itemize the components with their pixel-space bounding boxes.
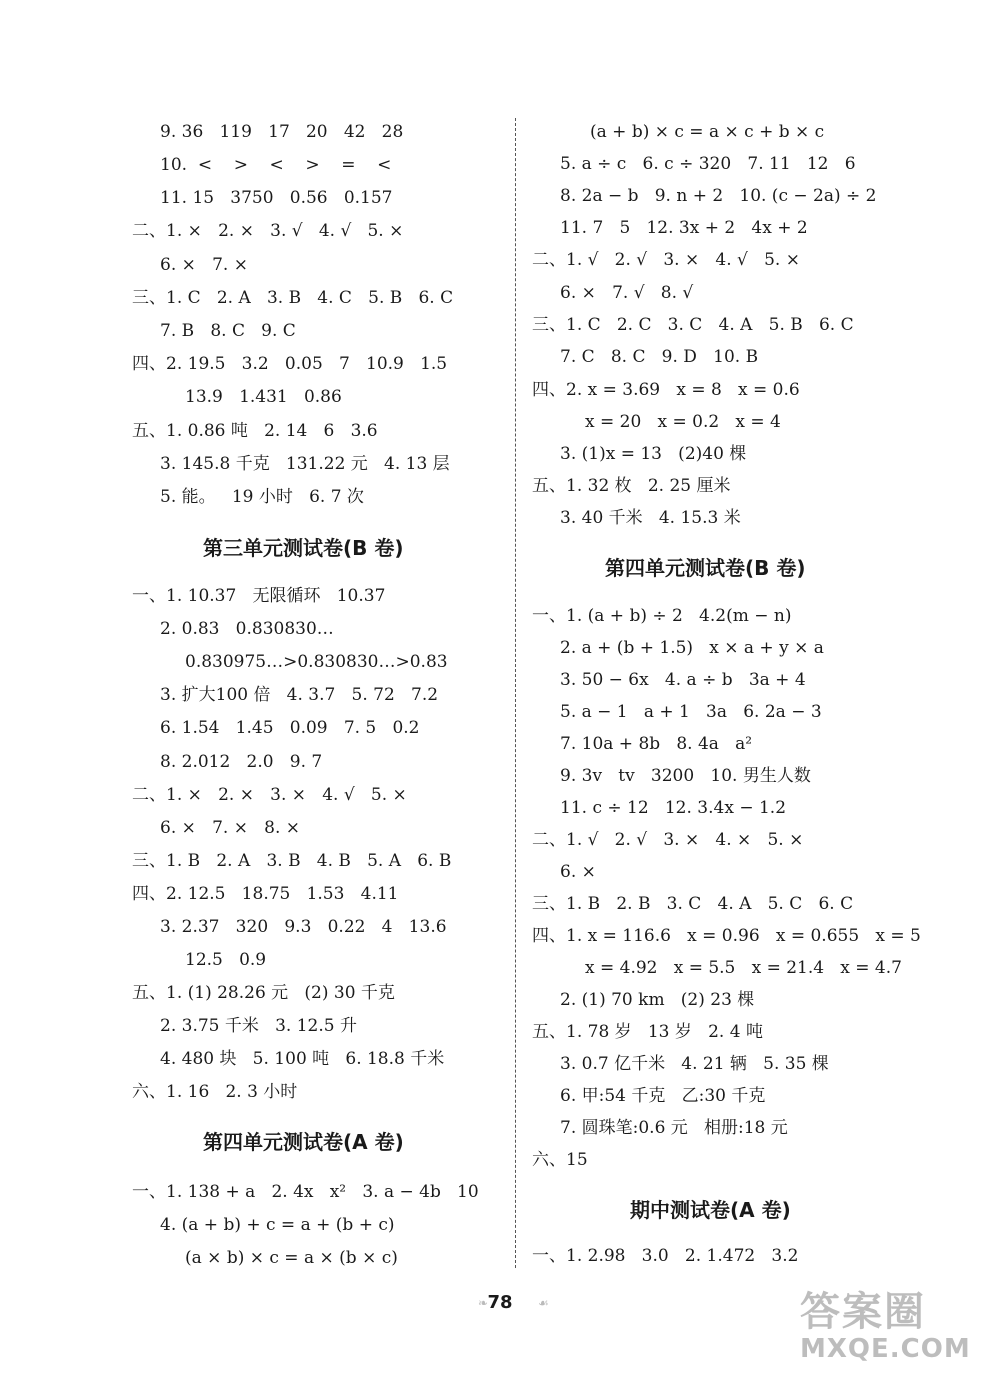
answer-line: 3. 0.7 亿千米 4. 21 辆 5. 35 棵 — [560, 1054, 829, 1074]
answer-line: 五、1. 32 枚 2. 25 厘米 — [532, 476, 731, 496]
answer-line: 9. 36 119 17 20 42 28 — [160, 122, 404, 142]
answer-line: 6. 甲:54 千克 乙:30 千克 — [560, 1086, 766, 1106]
answer-line: 四、2. 12.5 18.75 1.53 4.11 — [132, 884, 399, 904]
answer-line: 一、1. 2.98 3.0 2. 1.472 3.2 — [532, 1246, 799, 1266]
column-divider — [515, 118, 516, 1268]
answer-line: x = 20 x = 0.2 x = 4 — [585, 412, 781, 432]
answer-line: 四、2. 19.5 3.2 0.05 7 10.9 1.5 — [132, 354, 448, 374]
answer-line: 10. < > < > = < — [160, 155, 392, 175]
answer-line: 3. 2.37 320 9.3 0.22 4 13.6 — [160, 917, 447, 937]
answer-line: 一、1. (a + b) ÷ 2 4.2(m − n) — [532, 606, 792, 626]
answer-line: (a + b) × c = a × c + b × c — [590, 122, 825, 142]
answer-line: 五、1. (1) 28.26 元 (2) 30 千克 — [132, 983, 395, 1003]
page-number: 78 — [487, 1292, 513, 1313]
answer-line: 二、1. × 2. × 3. √ 4. √ 5. × — [132, 221, 404, 241]
answer-line: 0.830975…>0.830830…>0.83 — [185, 652, 448, 672]
answer-line: 11. 15 3750 0.56 0.157 — [160, 188, 393, 208]
section-heading-midterm-a: 期中测试卷(A 卷) — [630, 1198, 791, 1222]
answer-line: 8. 2.012 2.0 9. 7 — [160, 752, 323, 772]
answer-line: 六、15 — [532, 1150, 588, 1170]
answer-line: 2. 3.75 千米 3. 12.5 升 — [160, 1016, 357, 1036]
answer-line: 3. 扩大100 倍 4. 3.7 5. 72 7.2 — [160, 685, 439, 705]
answer-line: 四、2. x = 3.69 x = 8 x = 0.6 — [532, 380, 800, 400]
answer-line: 三、1. B 2. B 3. C 4. A 5. C 6. C — [532, 894, 854, 914]
answer-line: 6. × 7. × — [160, 255, 248, 275]
watermark-url: MXQE.COM — [800, 1334, 971, 1364]
decorative-leaf-right-icon: ☙ — [538, 1296, 549, 1310]
answer-line: 7. 圆珠笔:0.6 元 相册:18 元 — [560, 1118, 788, 1138]
section-heading-unit3-b: 第三单元测试卷(B 卷) — [203, 536, 404, 560]
section-heading-unit4-b: 第四单元测试卷(B 卷) — [605, 556, 806, 580]
answer-line: 7. C 8. C 9. D 10. B — [560, 347, 759, 367]
answer-line: 12.5 0.9 — [185, 950, 267, 970]
answer-line: (a × b) × c = a × (b × c) — [185, 1248, 398, 1268]
answer-line: 三、1. B 2. A 3. B 4. B 5. A 6. B — [132, 851, 452, 871]
watermark-title: 答案圈 — [800, 1289, 926, 1335]
watermark-logo — [800, 1290, 995, 1370]
answer-line: 5. a ÷ c 6. c ÷ 320 7. 11 12 6 — [560, 154, 856, 174]
answer-line: 五、1. 78 岁 13 岁 2. 4 吨 — [532, 1022, 763, 1042]
answer-line: 二、1. √ 2. √ 3. × 4. √ 5. × — [532, 250, 800, 270]
decorative-leaf-left-icon: ❧ — [478, 1296, 489, 1310]
answer-line: 三、1. C 2. A 3. B 4. C 5. B 6. C — [132, 288, 454, 308]
answer-line: 13.9 1.431 0.86 — [185, 387, 342, 407]
answer-line: 8. 2a − b 9. n + 2 10. (c − 2a) ÷ 2 — [560, 186, 877, 206]
answer-line: 2. (1) 70 km (2) 23 棵 — [560, 990, 755, 1010]
answer-line: 6. 1.54 1.45 0.09 7. 5 0.2 — [160, 718, 420, 738]
answer-line: 六、1. 16 2. 3 小时 — [132, 1082, 298, 1102]
answer-line: 二、1. × 2. × 3. × 4. √ 5. × — [132, 785, 407, 805]
answer-line: 4. (a + b) + c = a + (b + c) — [160, 1215, 395, 1235]
answer-line: 7. B 8. C 9. C — [160, 321, 296, 341]
answer-line: 3. 145.8 千克 131.22 元 4. 13 层 — [160, 454, 450, 474]
answer-line: 5. a − 1 a + 1 3a 6. 2a − 3 — [560, 702, 822, 722]
answer-line: 4. 480 块 5. 100 吨 6. 18.8 千米 — [160, 1049, 445, 1069]
answer-line: 3. 50 − 6x 4. a ÷ b 3a + 4 — [560, 670, 806, 690]
answer-line: 二、1. √ 2. √ 3. × 4. × 5. × — [532, 830, 804, 850]
answer-line: 6. × 7. √ 8. √ — [560, 283, 694, 303]
answer-line: 7. 10a + 8b 8. 4a a² — [560, 734, 753, 754]
answer-line: x = 4.92 x = 5.5 x = 21.4 x = 4.7 — [585, 958, 902, 978]
answer-line: 5. 能。 19 小时 6. 7 次 — [160, 487, 364, 507]
answer-line: 11. c ÷ 12 12. 3.4x − 1.2 — [560, 798, 787, 818]
answer-line: 2. 0.83 0.830830… — [160, 619, 334, 639]
answer-line: 6. × — [560, 862, 596, 882]
answer-line: 3. (1)x = 13 (2)40 棵 — [560, 444, 747, 464]
answer-line: 9. 3v tv 3200 10. 男生人数 — [560, 766, 811, 786]
answer-line: 一、1. 10.37 无限循环 10.37 — [132, 586, 386, 606]
answer-line: 四、1. x = 116.6 x = 0.96 x = 0.655 x = 5 — [532, 926, 921, 946]
section-heading-unit4-a: 第四单元测试卷(A 卷) — [203, 1130, 404, 1154]
answer-line: 五、1. 0.86 吨 2. 14 6 3.6 — [132, 421, 378, 441]
answer-line: 11. 7 5 12. 3x + 2 4x + 2 — [560, 218, 808, 238]
answer-line: 2. a + (b + 1.5) x × a + y × a — [560, 638, 824, 658]
answer-line: 3. 40 千米 4. 15.3 米 — [560, 508, 741, 528]
answer-line: 三、1. C 2. C 3. C 4. A 5. B 6. C — [532, 315, 854, 335]
answer-line: 6. × 7. × 8. × — [160, 818, 301, 838]
answer-line: 一、1. 138 + a 2. 4x x² 3. a − 4b 10 — [132, 1182, 479, 1202]
